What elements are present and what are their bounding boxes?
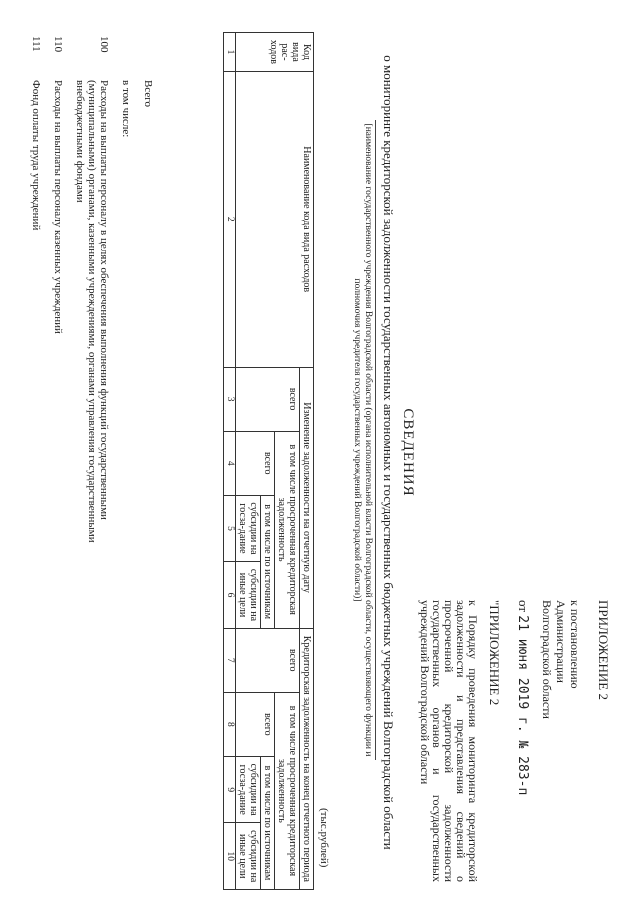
row-code: [142, 36, 154, 80]
date-prefix: от: [516, 600, 531, 613]
code-header: Код вида рас-ходов: [236, 33, 314, 72]
end-sources-header: в том числе по источникам: [261, 756, 275, 889]
col-number: 8: [224, 692, 236, 756]
end-total-header: всего: [236, 628, 300, 692]
change-sources-header: в том числе по источникам: [261, 495, 275, 628]
end-subsidy-other-header: субсидии на иные цели: [236, 823, 261, 890]
row-name: Фонд оплаты труда учреждений: [30, 80, 42, 231]
col-number: 4: [224, 431, 236, 495]
table-row: [142, 36, 154, 596]
appendix-title: ПРИЛОЖЕНИЕ 2: [596, 600, 611, 700]
col-number: 9: [224, 756, 236, 822]
document-title: СВЕДЕНИЯ: [400, 408, 416, 497]
row-code: 100: [98, 36, 110, 53]
end-subsidy-gov-header: субсидии на госза-дание: [236, 756, 261, 822]
end-period-header: Кредиторская задолженность на конец отчетного периода: [300, 628, 314, 889]
units-label: (тыс.рублей): [318, 808, 330, 868]
col-number: 10: [224, 823, 236, 890]
col-number: 7: [224, 628, 236, 692]
row-name: Всего: [142, 80, 154, 107]
name-header: Наименование кода вида расходов: [236, 71, 314, 367]
organization-label: [наименование государственного учреждения Волгоградской области (органа исполнительной власти Волгоградской области, осуществляющего функции и полномочия учредителя государственных учреждений Волгоградской области)]: [351, 120, 376, 760]
decree-line: к постановлению: [568, 600, 582, 689]
change-overdue-header: в том числе просроченная кредиторская задолженность: [275, 431, 300, 628]
end-overdue-header: в том числе просроченная кредиторская задолженность: [275, 692, 300, 889]
col-number: 2: [224, 71, 236, 367]
appendix-2-label: "ПРИЛОЖЕНИЕ 2: [487, 600, 502, 706]
col-number: 5: [224, 495, 236, 561]
row-code: 110: [52, 36, 64, 53]
admin-line: Администрации: [554, 600, 568, 683]
end-overdue-total-header: всего: [236, 692, 275, 756]
change-overdue-total-header: всего: [236, 431, 275, 495]
table-row: [74, 36, 110, 596]
table-row: [120, 36, 132, 596]
row-name: Расходы на выплаты персоналу в целях обеспечения выполнения функций государственными (муниципальными) органами, казенными учреждениями, органами управления государственными внебюджетными фондами: [74, 80, 110, 543]
debt-table: [223, 32, 314, 890]
table-row: [30, 36, 42, 596]
col-number: 3: [224, 367, 236, 431]
header-block: [419, 600, 610, 882]
row-code: [120, 36, 132, 80]
row-name: Расходы на выплаты персоналу казенных учреждений: [52, 80, 64, 334]
col-number: 1: [224, 33, 236, 72]
change-header: Изменение задолженности на отчетную дату: [300, 367, 314, 628]
date-line: [515, 600, 530, 882]
region-line: Волгоградской области: [540, 600, 554, 719]
row-name: в том числе:: [120, 80, 132, 138]
change-subsidy-other-header: субсидии на иные цели: [236, 562, 261, 628]
change-subsidy-gov-header: субсидии на госза-дание: [236, 495, 261, 561]
procedure-text: к Порядку проведения мониторинга кредиторской задолженности и представления сведений о просроченной кредиторской задолженности государственных органов и государственных учреждений Волгоградской области: [418, 600, 480, 882]
expense-rows: [20, 36, 154, 596]
document-subtitle: о мониторинге кредиторской задолженности государственных автономных и государственных бюджетных учреждений Волгоградской области: [381, 55, 396, 850]
table-row: [52, 36, 64, 596]
col-number: 6: [224, 562, 236, 628]
change-total-header: всего: [236, 367, 300, 431]
date-value: 21 июня 2019 г. № 283-п: [515, 615, 530, 796]
row-code: 111: [30, 36, 42, 52]
column-number-row: [224, 33, 236, 890]
